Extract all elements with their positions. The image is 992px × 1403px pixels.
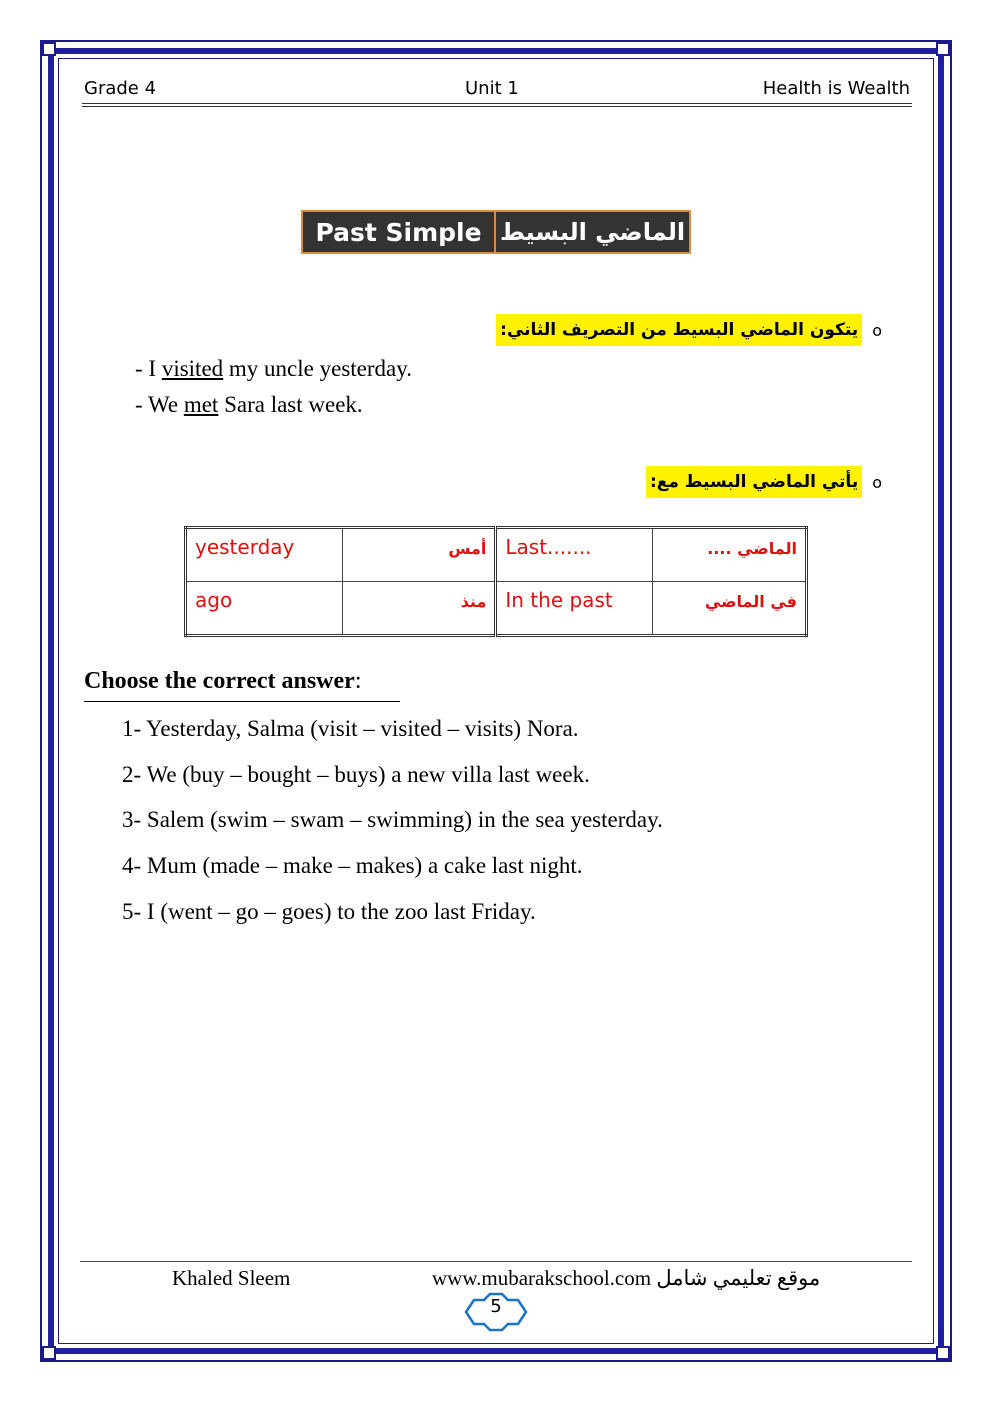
example-sentence (135, 392, 363, 418)
table-row (186, 582, 807, 636)
example-verb: met (183, 392, 219, 417)
footer-author: Khaled Sleem (172, 1266, 291, 1290)
header-topic: Health is Wealth (762, 78, 910, 99)
time-word-en: In the past (496, 582, 653, 636)
time-word-ar: في الماضي (652, 582, 806, 636)
exercise-item: 3- Salem (swim – swam – swimming) in the sea yesterday. (122, 807, 663, 832)
example-prefix: - I (135, 356, 162, 381)
lesson-title-arabic: الماضي البسيط (499, 218, 686, 246)
border-corner-ornament (936, 42, 950, 56)
exercise-title-text: Choose the correct answer (84, 668, 355, 694)
exercise-item: 4- Mum (made – make – makes) a cake last night. (122, 853, 583, 878)
rule-usage (646, 466, 882, 498)
rule-formation-text: يتكون الماضي البسيط من التصريف الثاني: (496, 314, 862, 346)
example-verb: visited (161, 356, 224, 381)
example-prefix: - We (135, 392, 184, 417)
border-corner-ornament (936, 1346, 950, 1360)
exercise-title (84, 668, 361, 695)
rule-usage-text: يأتي الماضي البسيط مع: (646, 466, 862, 498)
bullet-icon: o (872, 472, 882, 492)
header-divider (82, 106, 912, 107)
time-word-en: yesterday (186, 528, 343, 582)
header-divider (82, 103, 912, 104)
rule-formation (496, 314, 882, 346)
example-rest: Sara last week. (218, 392, 363, 417)
exercise-title-colon: : (354, 668, 362, 694)
border-corner-ornament (42, 1346, 56, 1360)
example-sentence (135, 356, 412, 382)
page-number: 5 (490, 1296, 502, 1317)
header-unit: Unit 1 (465, 78, 519, 99)
table-row (186, 528, 807, 582)
example-rest: my uncle yesterday. (223, 356, 413, 381)
page-header (82, 76, 912, 106)
exercise-item: 2- We (buy – bought – buys) a new villa last week. (122, 762, 590, 787)
exercise-item: 1- Yesterday, Salma (visit – visited – visits) Nora. (122, 716, 579, 741)
bullet-icon: o (872, 320, 882, 340)
time-word-ar: منذ (342, 582, 495, 636)
lesson-title-english: Past Simple (303, 212, 496, 252)
lesson-title-box (301, 210, 691, 254)
time-word-ar: الماضي .... (652, 528, 806, 582)
header-grade: Grade 4 (84, 78, 157, 99)
time-word-en: Last....... (496, 528, 653, 582)
exercise-title-underline (84, 701, 400, 702)
exercise-item: 5- I (went – go – goes) to the zoo last Friday. (122, 899, 536, 924)
time-word-en: ago (186, 582, 343, 636)
footer-website: www.mubarakschool.com موقع تعليمي شامل (432, 1266, 821, 1290)
time-words-table (184, 526, 808, 637)
footer-divider (80, 1261, 912, 1262)
time-word-ar: أمس (342, 528, 495, 582)
border-corner-ornament (42, 42, 56, 56)
